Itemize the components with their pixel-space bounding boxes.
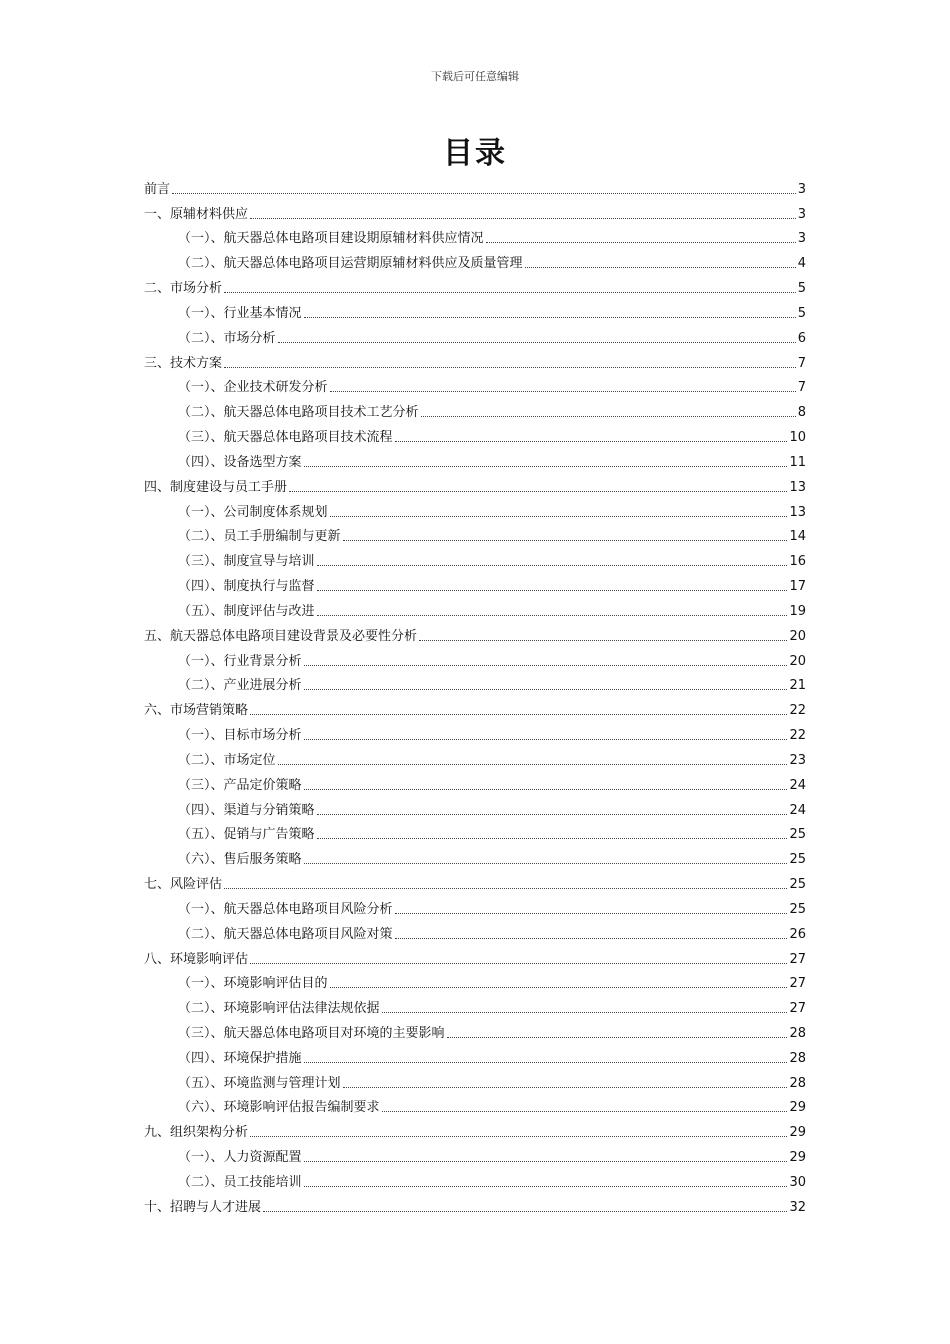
toc-entry[interactable] <box>144 571 806 596</box>
toc-entry-label: 七、风险评估 <box>144 877 223 893</box>
toc-entry-page: 7 <box>797 355 806 371</box>
toc-entry-label: （五）、环境监测与管理计划 <box>178 1075 341 1091</box>
toc-leader-dots <box>304 1062 788 1063</box>
toc-entry-label: （四）、制度执行与监督 <box>178 579 315 595</box>
toc-entry[interactable] <box>144 1167 806 1192</box>
toc-entry-label: （三）、产品定价策略 <box>178 777 302 793</box>
toc-entry-label: （一）、企业技术研发分析 <box>178 380 328 396</box>
toc-entry-label: 八、环境影响评估 <box>144 951 249 967</box>
toc-entry[interactable] <box>144 671 806 696</box>
toc-entry-page: 21 <box>789 678 806 694</box>
toc-entry[interactable] <box>144 869 806 894</box>
toc-entry[interactable] <box>144 1192 806 1217</box>
page-title: 目录 <box>443 136 507 171</box>
toc-entry[interactable] <box>144 497 806 522</box>
toc-leader-dots <box>304 863 788 864</box>
toc-entry[interactable] <box>144 844 806 869</box>
toc-entry[interactable] <box>144 795 806 820</box>
toc-leader-dots <box>317 838 788 839</box>
toc-entry[interactable] <box>144 323 806 348</box>
toc-leader-dots <box>343 540 788 541</box>
toc-entry-page: 6 <box>797 330 806 346</box>
toc-entry-page: 22 <box>789 728 806 744</box>
toc-entry-page: 32 <box>789 1199 806 1215</box>
toc-entry-label: （三）、航天器总体电路项目技术流程 <box>178 430 393 446</box>
toc-entry[interactable] <box>144 447 806 472</box>
toc-entry-label: 六、市场营销策略 <box>144 703 249 719</box>
toc-entry[interactable] <box>144 472 806 497</box>
toc-entry-page: 27 <box>789 1001 806 1017</box>
toc-entry-label: （四）、设备选型方案 <box>178 454 302 470</box>
toc-entry[interactable] <box>144 298 806 323</box>
toc-leader-dots <box>486 242 796 243</box>
toc-leader-dots <box>224 888 787 889</box>
toc-entry-page: 22 <box>789 703 806 719</box>
toc-entry-label: 三、技术方案 <box>144 355 223 371</box>
toc-entry-page: 7 <box>797 380 806 396</box>
toc-entry-label: （六）、售后服务策略 <box>178 852 302 868</box>
toc-leader-dots <box>304 466 788 467</box>
toc-entry-label: （二）、产业进展分析 <box>178 678 302 694</box>
toc-entry-label: （四）、渠道与分销策略 <box>178 802 315 818</box>
toc-entry[interactable] <box>144 397 806 422</box>
header-note: 下载后可任意编辑 <box>431 70 519 83</box>
toc-entry[interactable] <box>144 174 806 199</box>
toc-leader-dots <box>330 987 788 988</box>
toc-entry-label: （三）、制度宣导与培训 <box>178 554 315 570</box>
toc-leader-dots <box>395 913 788 914</box>
toc-entry-label: （六）、环境影响评估报告编制要求 <box>178 1100 380 1116</box>
toc-leader-dots <box>278 764 788 765</box>
toc-entry-page: 4 <box>797 256 806 272</box>
toc-entry-label: 四、制度建设与员工手册 <box>144 479 288 495</box>
toc-entry-label: （一）、航天器总体电路项目风险分析 <box>178 901 393 917</box>
toc-entry-label: 十、招聘与人才进展 <box>144 1199 262 1215</box>
toc-entry[interactable] <box>144 1068 806 1093</box>
toc-entry[interactable] <box>144 348 806 373</box>
toc-entry-label: （二）、航天器总体电路项目风险对策 <box>178 926 393 942</box>
toc-entry[interactable] <box>144 770 806 795</box>
toc-entry-label: （二）、环境影响评估法律法规依据 <box>178 1001 380 1017</box>
toc-entry[interactable] <box>144 596 806 621</box>
toc-leader-dots <box>250 1136 787 1137</box>
toc-entry-page: 28 <box>789 1050 806 1066</box>
toc-entry-label: （二）、员工技能培训 <box>178 1174 302 1190</box>
toc-leader-dots <box>317 590 788 591</box>
toc-entry[interactable] <box>144 248 806 273</box>
toc-entry-label: （二）、员工手册编制与更新 <box>178 529 341 545</box>
toc-leader-dots <box>317 814 788 815</box>
toc-entry[interactable] <box>144 273 806 298</box>
toc-entry-page: 5 <box>797 281 806 297</box>
toc-leader-dots <box>250 963 787 964</box>
toc-entry-page: 29 <box>789 1125 806 1141</box>
toc-entry[interactable] <box>144 969 806 994</box>
toc-leader-dots <box>304 665 788 666</box>
toc-entry-label: （二）、航天器总体电路项目技术工艺分析 <box>178 405 419 421</box>
toc-entry-label: （二）、市场分析 <box>178 330 276 346</box>
toc-entry[interactable] <box>144 993 806 1018</box>
toc-entry-label: 九、组织架构分析 <box>144 1125 249 1141</box>
toc-leader-dots <box>525 267 796 268</box>
table-of-contents <box>144 174 806 1217</box>
toc-leader-dots <box>304 317 796 318</box>
toc-entry[interactable] <box>144 944 806 969</box>
toc-entry-page: 20 <box>789 653 806 669</box>
toc-entry-label: （五）、制度评估与改进 <box>178 603 315 619</box>
toc-leader-dots <box>304 739 788 740</box>
toc-entry-label: （一）、人力资源配置 <box>178 1150 302 1166</box>
toc-entry[interactable] <box>144 1142 806 1167</box>
toc-entry-label: （四）、环境保护措施 <box>178 1050 302 1066</box>
toc-entry-page: 11 <box>789 454 806 470</box>
toc-entry-page: 13 <box>789 479 806 495</box>
toc-entry-page: 28 <box>789 1075 806 1091</box>
toc-leader-dots <box>304 689 788 690</box>
toc-leader-dots <box>447 1037 788 1038</box>
toc-entry-page: 29 <box>789 1100 806 1116</box>
toc-leader-dots <box>343 1087 788 1088</box>
toc-entry[interactable] <box>144 199 806 224</box>
toc-entry-label: （三）、航天器总体电路项目对环境的主要影响 <box>178 1025 445 1041</box>
toc-entry-page: 26 <box>789 926 806 942</box>
toc-entry-page: 25 <box>789 877 806 893</box>
toc-entry[interactable] <box>144 546 806 571</box>
toc-entry[interactable] <box>144 894 806 919</box>
toc-entry-page: 8 <box>797 405 806 421</box>
toc-entry[interactable] <box>144 1093 806 1118</box>
toc-entry-page: 20 <box>789 628 806 644</box>
toc-entry-label: （一）、公司制度体系规划 <box>178 504 328 520</box>
toc-entry-label: （一）、航天器总体电路项目建设期原辅材料供应情况 <box>178 231 484 247</box>
toc-leader-dots <box>330 516 788 517</box>
toc-entry-label: （一）、目标市场分析 <box>178 728 302 744</box>
toc-entry-page: 30 <box>789 1174 806 1190</box>
toc-entry-page: 5 <box>797 305 806 321</box>
toc-leader-dots <box>289 491 787 492</box>
toc-leader-dots <box>172 193 796 194</box>
toc-entry[interactable] <box>144 1018 806 1043</box>
toc-entry[interactable] <box>144 373 806 398</box>
toc-leader-dots <box>304 1186 788 1187</box>
toc-entry-label: （二）、市场定位 <box>178 752 276 768</box>
toc-entry-label: （一）、环境影响评估目的 <box>178 976 328 992</box>
toc-leader-dots <box>330 391 796 392</box>
toc-entry[interactable] <box>144 224 806 249</box>
toc-entry[interactable] <box>144 621 806 646</box>
toc-entry-page: 16 <box>789 554 806 570</box>
toc-entry-page: 23 <box>789 752 806 768</box>
toc-entry[interactable] <box>144 919 806 944</box>
toc-entry-label: 五、航天器总体电路项目建设背景及必要性分析 <box>144 628 418 644</box>
toc-entry[interactable] <box>144 422 806 447</box>
toc-entry-page: 14 <box>789 529 806 545</box>
toc-entry-page: 3 <box>797 181 806 197</box>
toc-entry[interactable] <box>144 745 806 770</box>
toc-leader-dots <box>278 342 796 343</box>
toc-entry[interactable] <box>144 720 806 745</box>
toc-leader-dots <box>421 416 796 417</box>
toc-entry-page: 3 <box>797 206 806 222</box>
toc-entry-label: （二）、航天器总体电路项目运营期原辅材料供应及质量管理 <box>178 256 523 272</box>
toc-leader-dots <box>395 441 788 442</box>
toc-leader-dots <box>304 789 788 790</box>
toc-leader-dots <box>304 1161 788 1162</box>
toc-leader-dots <box>224 292 796 293</box>
toc-entry-page: 25 <box>789 827 806 843</box>
toc-leader-dots <box>317 565 788 566</box>
toc-entry-page: 10 <box>789 430 806 446</box>
toc-entry[interactable] <box>144 695 806 720</box>
toc-entry-page: 28 <box>789 1025 806 1041</box>
toc-leader-dots <box>250 218 796 219</box>
toc-entry[interactable] <box>144 522 806 547</box>
toc-leader-dots <box>395 938 788 939</box>
toc-leader-dots <box>263 1211 787 1212</box>
toc-entry-label: （一）、行业背景分析 <box>178 653 302 669</box>
toc-entry-label: 前言 <box>144 181 171 197</box>
toc-entry-page: 25 <box>789 852 806 868</box>
toc-entry[interactable] <box>144 820 806 845</box>
toc-entry-label: （一）、行业基本情况 <box>178 305 302 321</box>
toc-entry-page: 17 <box>789 579 806 595</box>
toc-leader-dots <box>317 615 788 616</box>
toc-entry-page: 29 <box>789 1150 806 1166</box>
toc-leader-dots <box>419 640 787 641</box>
toc-entry-page: 3 <box>797 231 806 247</box>
toc-entry-label: 二、市场分析 <box>144 281 223 297</box>
toc-entry-label: 一、原辅材料供应 <box>144 206 249 222</box>
toc-entry[interactable] <box>144 646 806 671</box>
toc-leader-dots <box>250 714 787 715</box>
toc-leader-dots <box>382 1111 788 1112</box>
toc-entry-page: 27 <box>789 976 806 992</box>
toc-entry-page: 19 <box>789 603 806 619</box>
toc-entry-page: 25 <box>789 901 806 917</box>
toc-entry-page: 13 <box>789 504 806 520</box>
toc-leader-dots <box>224 367 796 368</box>
toc-entry[interactable] <box>144 1117 806 1142</box>
toc-entry-page: 24 <box>789 777 806 793</box>
toc-entry[interactable] <box>144 1043 806 1068</box>
toc-entry-page: 24 <box>789 802 806 818</box>
toc-entry-page: 27 <box>789 951 806 967</box>
toc-entry-label: （五）、促销与广告策略 <box>178 827 315 843</box>
toc-leader-dots <box>382 1012 788 1013</box>
